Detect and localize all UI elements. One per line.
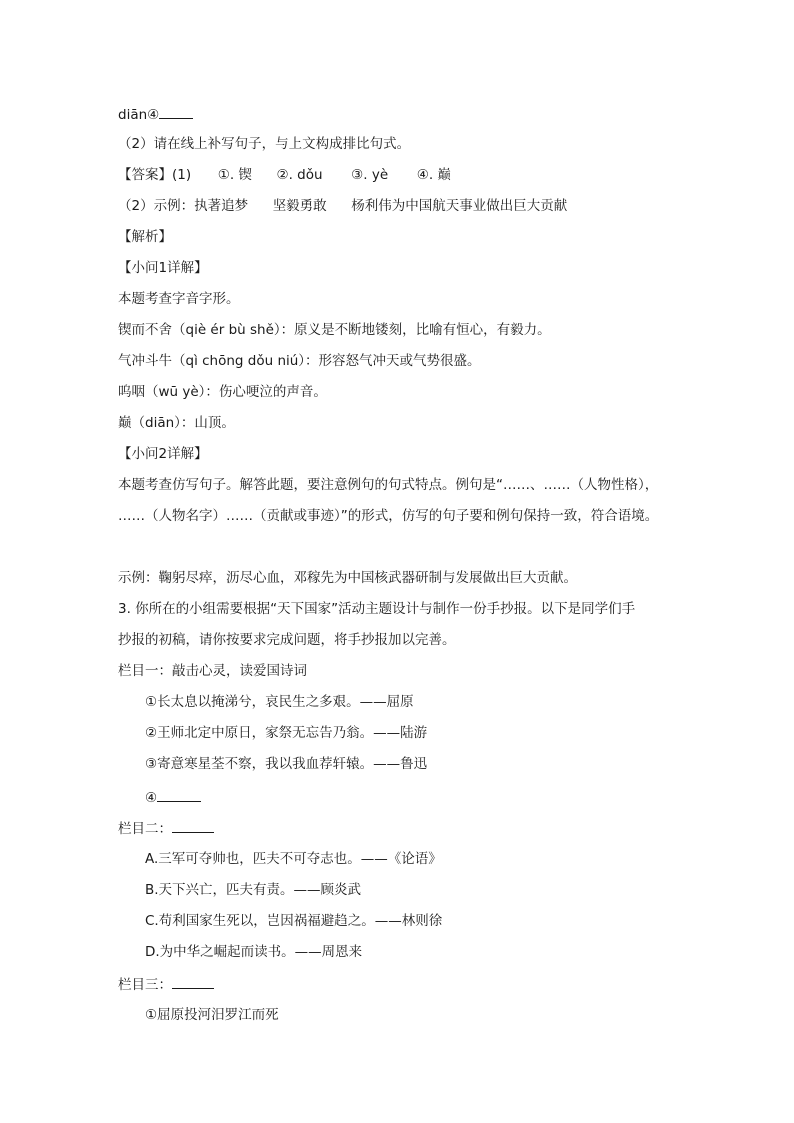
- section-1-title: 栏目一：敲击心灵，读爱国诗词: [118, 663, 307, 679]
- answer-2-part-2: 坚毅勇敢: [272, 198, 327, 214]
- paragraph: ……（人物名字）……（贡献或事迹）”的形式，仿写的句子要和例句保持一致，符合语境。: [118, 508, 659, 524]
- question-3-text-cont: 抄报的初稿，请你按要求完成问题，将手抄报加以完善。: [118, 632, 456, 648]
- paragraph: 锲而不舍（qiè ér bù shě）：原义是不断地镂刻，比喻有恒心，有毅力。: [118, 322, 551, 338]
- paragraph: 呜咽（wū yè）：伤心哽泣的声音。: [118, 384, 327, 400]
- question-3-text: 3. 你所在的小组需要根据“天下国家”活动主题设计与制作一份手抄报。以下是同学们手: [118, 601, 636, 617]
- answer-item-3: ③. yè: [351, 167, 389, 183]
- section-2-title: [118, 818, 214, 839]
- question-2-text: （2）请在线上补写句子，与上文构成排比句式。: [118, 136, 411, 152]
- answer-blank: [157, 787, 201, 802]
- answer-2-part-3: 杨利伟为中国航天事业做出巨大贡献: [351, 198, 568, 214]
- poem-line-4-number: ④: [145, 790, 158, 806]
- section-3-title: [118, 974, 214, 995]
- paragraph: 示例：鞠躬尽瘁，沥尽心血，邓稼先为中国核武器研制与发展做出巨大贡献。: [118, 570, 577, 586]
- poem-line-2: ②王师北定中原日，家祭无忘告乃翁。——陆游: [145, 725, 428, 741]
- answer-blank: [159, 104, 193, 119]
- paragraph: 本题考查字音字形。: [118, 291, 240, 307]
- quote-d: D.为中华之崛起而读书。——周恩来: [145, 944, 363, 960]
- poem-line-1: ①长太息以掩涕兮，哀民生之多艰。——屈原: [145, 694, 414, 710]
- paragraph: 气冲斗牛（qì chōng dǒu niú）：形容怒气冲天或气势很盛。: [118, 353, 481, 369]
- answer-blank: [172, 818, 214, 833]
- answer-item-1: ①. 锲: [217, 167, 252, 183]
- pinyin-prompt: diān④: [118, 107, 160, 123]
- answer-2-part-1: （2）示例：执著追梦: [118, 198, 249, 214]
- poem-line-4: [145, 787, 201, 808]
- analysis-heading: 【解析】: [118, 229, 172, 245]
- pinyin-blank-line: [118, 104, 193, 125]
- quote-b: B.天下兴亡，匹夫有责。——顾炎武: [145, 882, 362, 898]
- paragraph: 巅（diān）：山顶。: [118, 415, 235, 431]
- paragraph: 本题考查仿写句子。解答此题，要注意例句的句式特点。例句是“……、……（人物性格），: [118, 477, 659, 493]
- answer-item-4: ④. 巅: [416, 167, 451, 183]
- quote-c: C.苟利国家生死以，岂因祸福避趋之。——林则徐: [145, 913, 443, 929]
- answer-blank: [172, 974, 214, 989]
- answer-line-1: [118, 165, 451, 185]
- section-3-label: 栏目三：: [118, 977, 172, 993]
- answer-label: 【答案】(1): [118, 167, 192, 183]
- section-2-label: 栏目二：: [118, 821, 172, 837]
- answer-line-2: [118, 196, 567, 216]
- poem-line-3: ③寄意寒星荃不察，我以我血荐轩辕。——鲁迅: [145, 756, 428, 772]
- subquestion-1-heading: 【小问1详解】: [118, 260, 208, 276]
- answer-item-2: ②. dǒu: [276, 167, 323, 183]
- story-item-1: ①屈原投河汨罗江而死: [145, 1007, 279, 1023]
- subquestion-2-heading: 【小问2详解】: [118, 446, 208, 462]
- quote-a: A.三军可夺帅也，匹夫不可夺志也。——《论语》: [145, 851, 442, 867]
